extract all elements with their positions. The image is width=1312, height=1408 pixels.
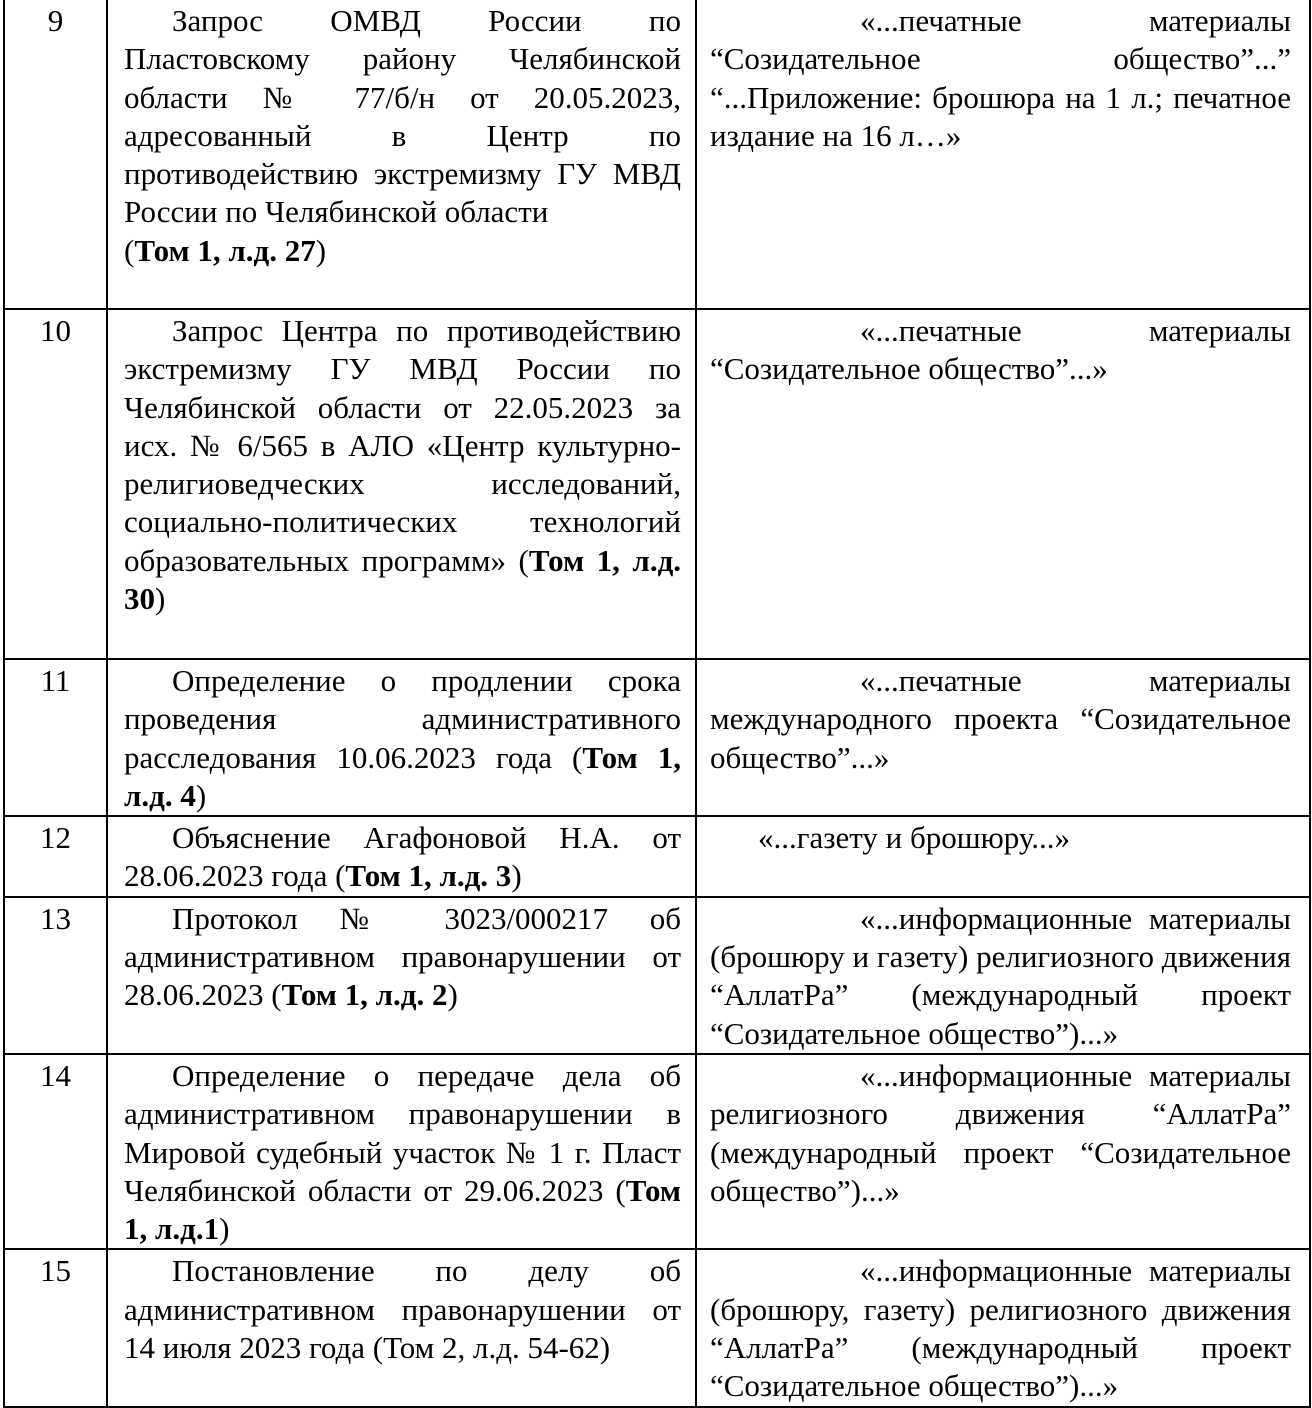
- table-row: [4, 659, 1310, 816]
- description-text: Протокол № 3023/000217 об административном правонарушении от 28.06.2023: [124, 900, 681, 1013]
- document-description: [107, 1054, 696, 1249]
- description-text: Запрос Центра по противодействию экстремизму ГУ МВД России по Челябинской области от 22.05.2023 за исх. № 6/565 в АЛО «Центр культурно-религиоведческих исследований, социально-политических технологий образовательных программ»: [124, 313, 681, 578]
- reference-open: (: [263, 977, 282, 1013]
- quoted-material: «...информационные материалы (брошюру и газету) религиозного движения “АллатРа” (международный проект “Созидательное общество”)...»: [696, 897, 1310, 1054]
- quoted-material: «...газету и брошюру...»: [696, 816, 1310, 897]
- row-number: 15: [4, 1249, 107, 1406]
- row-number: 14: [4, 1054, 107, 1249]
- reference-open: (: [603, 1172, 626, 1208]
- quoted-material: «...информационные материалы (брошюру, газету) религиозного движения “АллатРа” (международный проект “Созидательное общество”)...»: [696, 1249, 1310, 1406]
- volume-reference: Том 1, л.д. 27: [134, 232, 316, 268]
- document-description: [107, 309, 696, 659]
- description-text: Постановление по делу об административном правонарушении от 14 июля 2023 года (Том 2, л.д. 54-62): [124, 1253, 681, 1366]
- volume-reference: Том 1, л.д. 3: [345, 858, 512, 894]
- table-row: [4, 816, 1310, 897]
- volume-reference: Том 1, л.д. 2: [281, 977, 448, 1013]
- table-row: [4, 897, 1310, 1054]
- row-number: 10: [4, 309, 107, 659]
- document-description: [107, 659, 696, 816]
- reference-close: ): [219, 1211, 230, 1247]
- quoted-material: «...печатные материалы “Созидательное общество”...” “...Приложение: брошюра на 1 л.; печатное издание на 16 л…»: [696, 0, 1310, 309]
- reference-close: ): [511, 858, 522, 894]
- volume-reference: Том 1, л.д. 4: [124, 739, 682, 813]
- row-number: 13: [4, 897, 107, 1054]
- reference-close: ): [315, 232, 327, 268]
- row-number: 12: [4, 816, 107, 897]
- description-text: Объяснение Агафоновой Н.А. от 28.06.2023 года: [124, 820, 681, 894]
- description-text: Запрос ОМВД России по Пластовскому району Челябинской области № 77/б/н от 20.05.2023, адресованный в Центр по противодействию экстремизму ГУ МВД России по Челябинской области: [124, 3, 681, 230]
- reference-close: ): [447, 977, 458, 1013]
- quoted-material: «...печатные материалы международного проекта “Созидательное общество”...»: [696, 659, 1310, 816]
- description-text: Определение о передаче дела об административном правонарушении в Мировой судебный участок № 1 г. Пласт Челябинской области от 29.06.2023: [124, 1057, 681, 1208]
- volume-reference: Том 1, л.д.1: [124, 1172, 682, 1247]
- table-row: [4, 1054, 1310, 1249]
- reference-open: (: [327, 858, 346, 894]
- document-description: [107, 1249, 696, 1406]
- row-number: 11: [4, 659, 107, 816]
- document-description: [107, 897, 696, 1054]
- volume-reference: Том 1, л.д. 30: [124, 542, 682, 617]
- document-description: [107, 816, 696, 897]
- quoted-material: «...печатные материалы “Созидательное общество”...»: [696, 309, 1310, 659]
- row-number: 9: [4, 0, 107, 309]
- reference-close: ): [155, 581, 166, 617]
- table-row: [4, 1249, 1310, 1406]
- reference-open: (: [552, 739, 583, 775]
- table-row: [4, 0, 1310, 309]
- reference-open: (: [124, 232, 135, 268]
- quoted-material: «...информационные материалы религиозного движения “АллатРа” (международный проект “Созидательное общество”)...»: [696, 1054, 1310, 1249]
- description-text: Определение о продлении срока проведения административного расследования 10.06.2023 года: [124, 663, 681, 775]
- table-row: [4, 309, 1310, 659]
- reference-close: ): [195, 777, 207, 813]
- reference-open: (: [505, 542, 529, 578]
- document-description: [107, 0, 696, 309]
- document-table: [3, 0, 1311, 1408]
